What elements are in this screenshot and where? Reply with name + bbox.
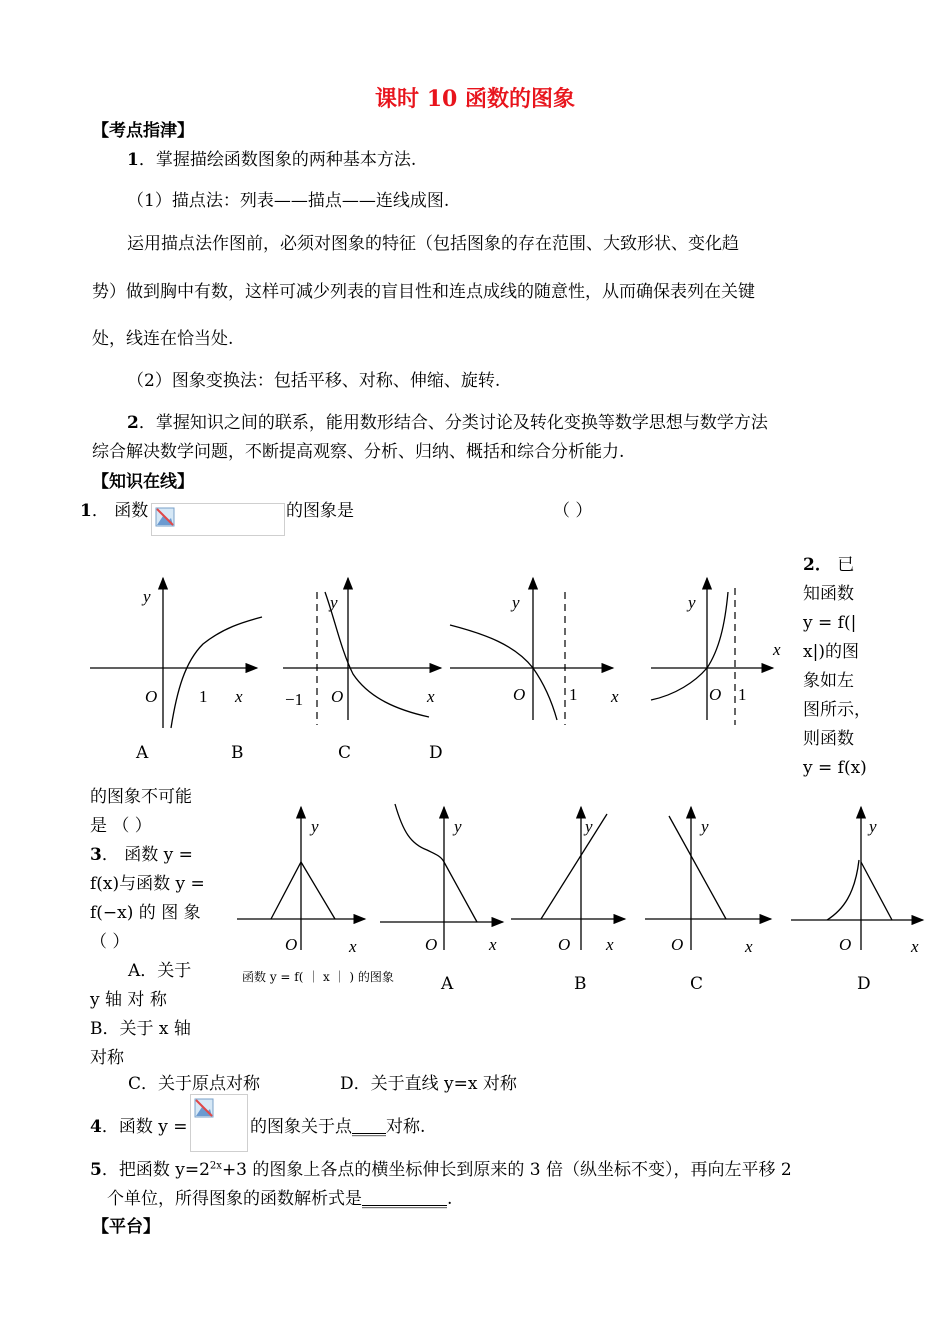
point-2-text: ．掌握知识之间的联系，能用数形结合、分类讨论及转化变换等数学思想与数学方法 — [138, 413, 768, 433]
origin-label: O — [671, 935, 684, 954]
image-placeholder-icon — [194, 1098, 214, 1118]
tick-label: 1 — [738, 685, 747, 704]
q3-option-a: A．关于 — [128, 961, 192, 981]
q3-option-c: C．关于原点对称 — [128, 1074, 261, 1094]
q3-option-b-cont: 对称 — [90, 1048, 124, 1068]
tick-label: 1 — [569, 685, 578, 704]
q2-cont-line1: 的图象不可能 — [90, 787, 192, 807]
point-1-text: ．掌握描绘函数图象的两种基本方法. — [138, 150, 417, 170]
q1-answer-paren: （ ） — [553, 501, 593, 521]
q2-line: y = f(| — [803, 613, 857, 633]
q1-graph-d — [651, 578, 781, 725]
x-label: x — [773, 640, 781, 659]
q1-graph-b — [283, 578, 441, 725]
origin-label: O — [331, 687, 344, 706]
q5-num: 5 — [90, 1160, 102, 1180]
origin-label: O — [425, 935, 438, 954]
q3-stem — [90, 841, 205, 1073]
q1-graph-a — [90, 578, 262, 728]
x-label: x — [349, 937, 357, 956]
q3-line: （ ） — [90, 932, 130, 952]
q4-post-text: 的图象关于点 — [250, 1117, 352, 1137]
x-label: x — [489, 935, 497, 954]
q2-graph-c — [645, 807, 771, 956]
q1-pre: ． 函数 — [91, 501, 149, 521]
q5-line1 — [90, 1155, 792, 1180]
y-label: y — [585, 817, 593, 836]
q4-formula-image — [190, 1094, 248, 1152]
kaodian-para-line1: 运用描点法作图前，必须对图象的特征（包括图象的存在范围、大致形状、变化趋 — [127, 234, 739, 254]
q4-num: 4 — [90, 1117, 102, 1137]
q2-line: y = f(x) — [803, 758, 867, 778]
origin-label: O — [513, 685, 526, 704]
q4-stem — [90, 1112, 188, 1137]
y-label: y — [512, 593, 520, 612]
point-2-num: 2 — [127, 413, 139, 433]
origin-label: O — [839, 935, 852, 954]
kaodian-method-2: （2）图象变换法：包括平移、对称、伸缩、旋转. — [127, 371, 501, 391]
q3-line: f(−x) 的 图 象 — [90, 903, 201, 923]
kaodian-point-1 — [127, 145, 416, 170]
q2-line: 已 — [837, 555, 855, 575]
q5-exponent: 2x — [209, 1160, 222, 1172]
q2-graphs — [235, 802, 925, 962]
tick-label: 1 — [199, 687, 208, 706]
q3-num: 3 — [90, 845, 102, 865]
q5-line2-text: 个单位，所得图象的函数解析式是 — [107, 1189, 362, 1209]
y-label: y — [330, 593, 338, 612]
curve — [171, 617, 262, 728]
q2-line: 知函数 — [803, 584, 854, 604]
tick-label: −1 — [285, 690, 304, 709]
curve-right — [861, 862, 892, 920]
q3-option-b: B．关于 x 轴 — [90, 1019, 191, 1039]
q5-line2 — [107, 1184, 452, 1209]
q1-formula-image — [151, 503, 285, 536]
curve-left — [395, 804, 444, 862]
q4-pre: ．函数 y = — [101, 1117, 188, 1137]
q1-label-b: B — [231, 743, 244, 763]
q4-blank: ____ — [352, 1117, 386, 1137]
q2-graph-b — [511, 807, 625, 954]
q2-given-graph — [237, 807, 365, 956]
point-1-num: 1 — [127, 150, 139, 170]
q2-label-d: D — [857, 974, 871, 994]
q4-tail: 对称. — [386, 1117, 426, 1137]
q2-label-b: B — [574, 974, 587, 994]
kaodian-method-1: （1）描点法：列表——描点——连线成图. — [127, 191, 450, 211]
section-pingtai: 【平台】 — [92, 1217, 160, 1237]
q5-text-b: +3 的图象上各点的横坐标伸长到原来的 3 倍（纵坐标不变），再向左平移 2 — [221, 1160, 792, 1180]
q2-label-c: C — [690, 974, 704, 994]
q4-post — [250, 1112, 425, 1137]
x-label: x — [606, 935, 614, 954]
q3-line: f(x)与函数 y = — [90, 874, 205, 894]
q1-graphs — [85, 570, 781, 730]
section-kaodian: 【考点指津】 — [92, 121, 194, 141]
q2-num: 2 — [803, 555, 815, 575]
q2-cont-line2: 是 （ ） — [90, 816, 152, 836]
curve-right — [444, 862, 477, 922]
kaodian-point-2-line2: 综合解决数学问题，不断提高观察、分析、归纳、概括和综合分析能力. — [92, 442, 625, 462]
origin-label: O — [145, 687, 158, 706]
kaodian-point-2 — [127, 408, 768, 433]
q2-line: 图所示， — [803, 700, 871, 720]
q5-end: . — [447, 1189, 453, 1209]
curve — [541, 814, 607, 919]
q2-line: 则函数 — [803, 729, 854, 749]
y-label: y — [311, 817, 319, 836]
q2-given-caption: 函数 y = f( ｜ x ｜ ) 的图象 — [242, 970, 394, 984]
q2-graph-d — [791, 807, 923, 956]
image-placeholder-icon — [155, 507, 175, 527]
q1-label-d: D — [429, 743, 443, 763]
origin-label: O — [709, 685, 722, 704]
q2-stem: 2． 已 知函数 y = f(| x|)的图 象如左 图所示， 则函数 y = f(x) — [803, 551, 871, 783]
origin-label: O — [285, 935, 298, 954]
q2-cont — [90, 783, 192, 841]
section-zhishi: 【知识在线】 — [92, 472, 194, 492]
y-label: y — [143, 587, 151, 606]
x-label: x — [235, 687, 243, 706]
q2-graph-a — [380, 804, 503, 954]
x-label: x — [745, 937, 753, 956]
x-label: x — [427, 687, 435, 706]
q1-label-c: C — [338, 743, 352, 763]
kaodian-para-line3: 处，线连在恰当处. — [92, 329, 234, 349]
curve — [450, 625, 557, 720]
x-label: x — [611, 687, 619, 706]
origin-label: O — [558, 935, 571, 954]
q5-blank: __________ — [362, 1189, 447, 1209]
q1-label-a: A — [136, 743, 149, 763]
curve — [669, 816, 726, 919]
q1-graph-c — [450, 578, 619, 725]
x-label: x — [911, 937, 919, 956]
curve-left — [827, 860, 859, 920]
q3-option-a-cont: y 轴 对 称 — [90, 990, 167, 1010]
q1-stem — [80, 496, 148, 521]
q2-line: x|)的图 — [803, 642, 859, 662]
q2-line: 象如左 — [803, 671, 854, 691]
q5-text-a: ．把函数 y=2 — [101, 1160, 210, 1180]
y-label: y — [701, 817, 709, 836]
curve — [271, 862, 335, 919]
y-label: y — [454, 817, 462, 836]
q1-num: 1 — [80, 501, 92, 521]
q3-option-d: D．关于直线 y=x 对称 — [340, 1074, 517, 1094]
page-title: 课时 10 函数的图象 — [375, 86, 575, 112]
y-label: y — [688, 593, 696, 612]
q3-line: ． 函数 y = — [101, 845, 193, 865]
q2-label-a: A — [441, 974, 454, 994]
q1-post: 的图象是 — [286, 501, 354, 521]
kaodian-para-line2: 势）做到胸中有数，这样可减少列表的盲目性和连点成线的随意性，从而确保表列在关键 — [92, 282, 755, 302]
y-label: y — [869, 817, 877, 836]
